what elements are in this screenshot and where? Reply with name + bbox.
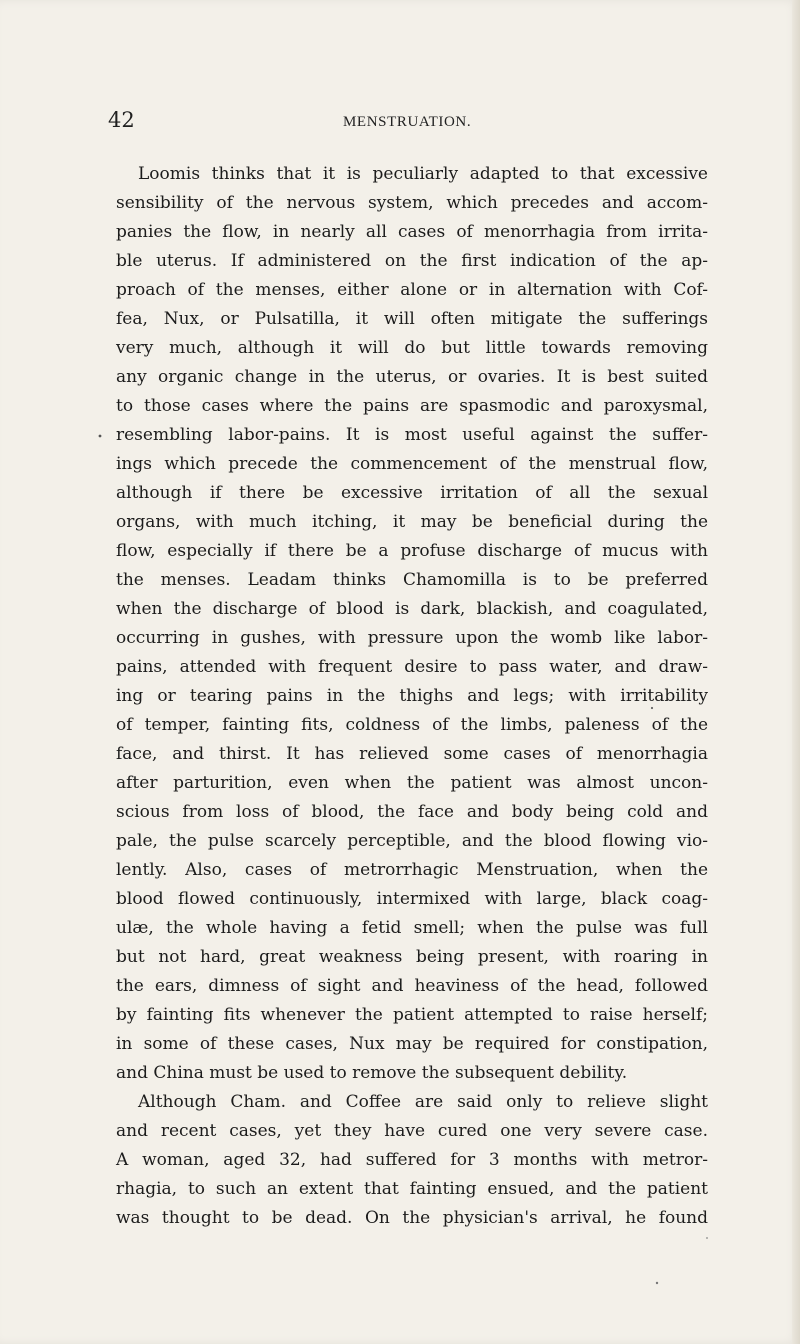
body-text — [116, 160, 708, 1233]
text-line: although if there be excessive irritation of all the sexual — [116, 483, 708, 503]
text-line: Although Cham. and Coffee are said only to relieve slight — [138, 1092, 708, 1112]
text-line: face, and thirst. It has relieved some cases of menorrhagia — [116, 744, 708, 764]
text-line: very much, although it will do but little towards removing — [116, 338, 708, 358]
text-line: Loomis thinks that it is peculiarly adapted to that excessive — [138, 164, 708, 184]
speck — [99, 435, 102, 438]
text-line: lently. Also, cases of metrorrhagic Menstruation, when the — [116, 860, 708, 880]
text-line: but not hard, great weakness being present, with roaring in — [116, 947, 708, 967]
text-line: occurring in gushes, with pressure upon the womb like labor- — [116, 628, 708, 648]
text-line: and recent cases, yet they have cured one very severe case. — [116, 1121, 708, 1141]
text-line: was thought to be dead. On the physician's arrival, he found — [116, 1208, 708, 1228]
page-header — [0, 100, 800, 140]
speck — [706, 1237, 708, 1239]
text-line: ing or tearing pains in the thighs and legs; with irritability — [116, 686, 708, 706]
text-line: when the discharge of blood is dark, blackish, and coagulated, — [116, 599, 708, 619]
text-line: after parturition, even when the patient was almost uncon- — [116, 773, 708, 793]
text-line: pale, the pulse scarcely perceptible, and the blood flowing vio- — [116, 831, 708, 851]
text-line: ulæ, the whole having a fetid smell; when the pulse was full — [116, 918, 708, 938]
text-line: rhagia, to such an extent that fainting ensued, and the patient — [116, 1179, 708, 1199]
text-line: pains, attended with frequent desire to pass water, and draw- — [116, 657, 708, 677]
text-line: resembling labor-pains. It is most useful against the suffer- — [116, 425, 708, 445]
text-line: the menses. Leadam thinks Chamomilla is to be preferred — [116, 570, 708, 590]
text-line: panies the flow, in nearly all cases of menorrhagia from irrita- — [116, 222, 708, 242]
text-line: fea, Nux, or Pulsatilla, it will often mitigate the sufferings — [116, 309, 708, 329]
text-line: organs, with much itching, it may be beneficial during the — [116, 512, 708, 532]
text-line: proach of the menses, either alone or in alternation with Cof- — [116, 280, 708, 300]
text-line: any organic change in the uterus, or ovaries. It is best suited — [116, 367, 708, 387]
running-head: MENSTRUATION. — [343, 114, 472, 130]
text-line: the ears, dimness of sight and heaviness of the head, followed — [116, 976, 708, 996]
page-number: 42 — [108, 108, 135, 132]
text-line: ble uterus. If administered on the first indication of the ap- — [116, 251, 708, 271]
text-line: ings which precede the commencement of the menstrual flow, — [116, 454, 708, 474]
text-line: flow, especially if there be a profuse discharge of mucus with — [116, 541, 708, 561]
text-line: in some of these cases, Nux may be required for constipation, — [116, 1034, 708, 1054]
text-line: to those cases where the pains are spasmodic and paroxysmal, — [116, 396, 708, 416]
text-line: blood flowed continuously, intermixed with large, black coag- — [116, 889, 708, 909]
text-line: and China must be used to remove the subsequent debility. — [116, 1063, 628, 1083]
text-line: by fainting fits whenever the patient attempted to raise herself; — [116, 1005, 708, 1025]
text-line: scious from loss of blood, the face and body being cold and — [116, 802, 708, 822]
text-line: of temper, fainting fits, coldness of the limbs, paleness of the — [116, 715, 708, 735]
text-line: A woman, aged 32, had suffered for 3 months with metror- — [116, 1150, 708, 1170]
text-line: sensibility of the nervous system, which precedes and accom- — [116, 193, 708, 213]
speck — [656, 1282, 658, 1284]
page-edge — [792, 0, 800, 1344]
